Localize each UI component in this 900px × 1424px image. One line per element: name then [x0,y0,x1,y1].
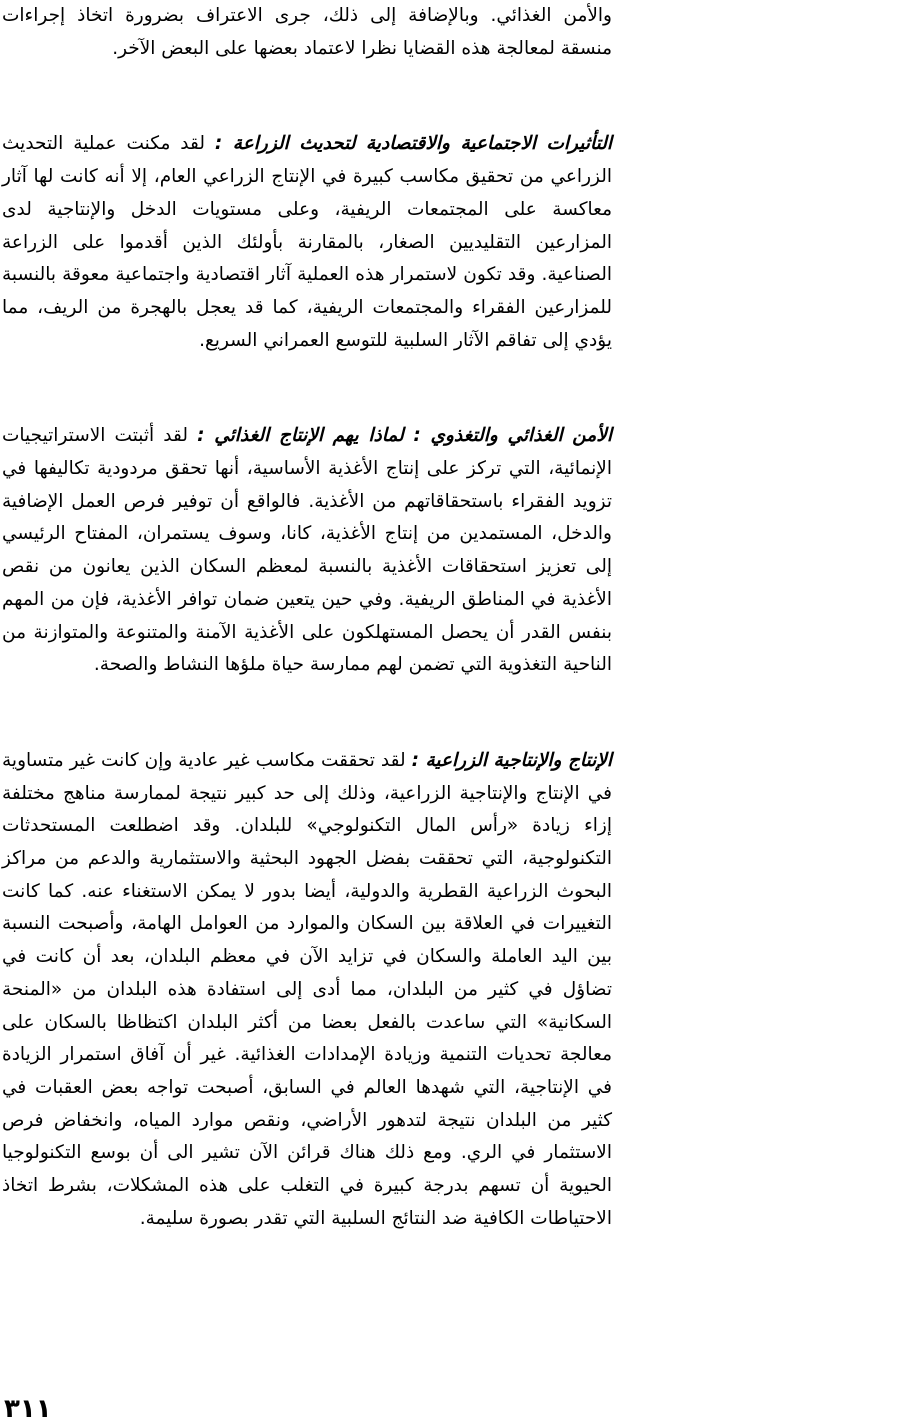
section-body: لقد تحققت مكاسب غير عادية وإن كانت غير متساوية في الإنتاج والإنتاجية الزراعية، وذلك إلى حد كبير نتيجة لممارسة مناهج مختلفة إزاء زيادة «رأس المال التكنولوجي» للبلدان. وقد اضطلعت المستحدثات التكنولوجية، التي تحققت بفضل الجهود البحثية والاستثمارية والدعم من مراكز البحوث الزراعية القطرية والدولية، أيضا بدور لا يمكن الاستغناء عنه. كما كانت التغييرات في العلاقة بين السكان والموارد من العوامل الهامة، وأصبحت النسبة بين اليد العاملة والسكان في تزايد الآن في معظم البلدان، بعد أن كانت في تضاؤل في كثير من البلدان، مما أدى إلى استفادة هذه البلدان من «المنحة السكانية» التي ساعدت بالفعل بعضا من أكثر البلدان اكتظاظا بالسكان على معالجة تحديات التنمية وزيادة الإمدادات الغذائية. غير أن آفاق استمرار الزيادة في الإنتاجية، التي شهدها العالم في السابق، أصبحت تواجه بعض العقبات في كثير من البلدان نتيجة لتدهور الأراضي، ونقص موارد المياه، وانخفاض فرص الاستثمار في الري. ومع ذلك هناك قرائن الآن تشير الى أن بوسع التكنولوجيا الحيوية أن تسهم بدرجة كبيرة في التغلب على هذه المشكلات، بشرط اتخاذ الاحتياطات الكافية ضد النتائج السلبية التي تقدر بصورة سليمة. [2,749,612,1229]
paragraph-gap [2,682,612,745]
intro-paragraph: والأمن الغذائي. وبالإضافة إلى ذلك، جرى الاعتراف بضرورة اتخاذ إجراءات منسقة لمعالجة هذه القضايا نظرا لاعتماد بعضها على البعض الآخر. [2,5,612,59]
section-heading: الأمن الغذائي والتغذوي : لماذا يهم الإنتاج الغذائي : [197,425,612,447]
section-food-security [2,420,612,682]
section-heading: التأثيرات الاجتماعية والاقتصادية لتحديث الزراعة : [214,133,612,155]
section-heading: الإنتاج والإنتاجية الزراعية : [411,749,612,771]
section-production-productivity [2,745,612,1236]
text-column [2,0,612,1236]
page-number: ٣١١ [4,1394,52,1424]
paragraph-gap [2,65,612,128]
paragraph-gap [2,357,612,420]
section-body: لقد مكنت عملية التحديث الزراعي من تحقيق مكاسب كبيرة في الإنتاج الزراعي العام، إلا أنه كانت لها آثار معاكسة على المجتمعات الريفية، وعلى مستويات الدخل والإنتاجية لدى المزارعين التقليديين الصغار، بالمقارنة بأولئك الذين أقدموا على الزراعة الصناعية. وقد تكون لاستمرار هذه العملية آثار اقتصادية واجتماعية معوقة بالنسبة للمزارعين الفقراء والمجتمعات الريفية، كما قد يعجل بالهجرة من الريف، مما يؤدي إلى تفاقم الآثار السلبية للتوسع العمراني السريع. [2,133,612,351]
section-body: لقد أثبتت الاستراتيجيات الإنمائية، التي تركز على إنتاج الأغذية الأساسية، أنها تحقق مردودية تكاليفها في تزويد الفقراء باستحقاقاتهم من الأغذية. فالواقع أن توفير فرص العمل الإضافية والدخل، المستمدين من إنتاج الأغذية، كانا، وسوف يستمران، المفتاح الرئيسي إلى تعزيز استحقاقات الأغذية بالنسبة لمعظم السكان الذين يعانون من نقص الأغذية في المناطق الريفية. وفي حين يتعين ضمان توافر الأغذية، فإن من المهم بنفس القدر أن يحصل المستهلكون على الأغذية الآمنة والمتنوعة والمتوازنة من الناحية التغذوية التي تضمن لهم ممارسة حياة ملؤها النشاط والصحة. [2,425,612,676]
section-social-economic [2,128,612,357]
